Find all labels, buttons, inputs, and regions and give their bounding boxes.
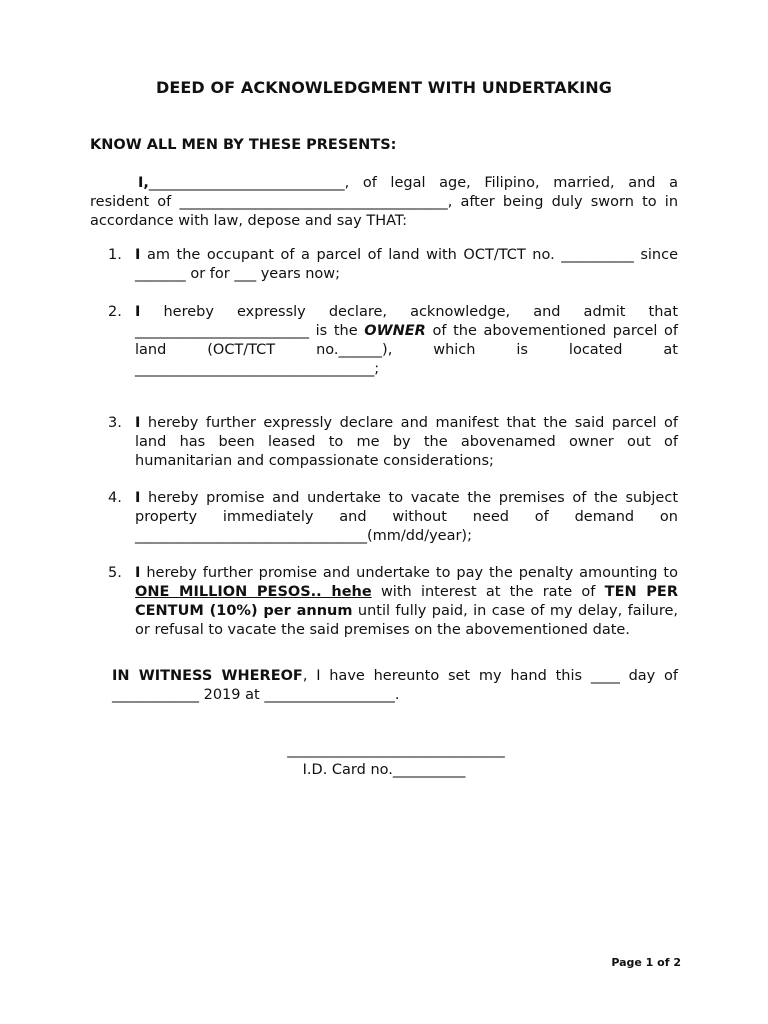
signature-line: ______________________________ xyxy=(287,742,505,758)
document-title: DEED OF ACKNOWLEDGMENT WITH UNDERTAKING xyxy=(155,78,613,97)
witness-text: , I have hereunto set my hand this xyxy=(302,668,591,684)
vacate-date-blank: ________________________________ xyxy=(135,528,367,544)
clause-number: 2. xyxy=(108,304,122,320)
place-blank: __________________ xyxy=(264,687,395,703)
clause-number: 4. xyxy=(108,490,122,506)
witness-paragraph xyxy=(112,667,678,705)
intro-paragraph xyxy=(90,174,678,231)
clause-text: hereby promise and undertake to vacate the premises of the subject property immediately and without need of demand on xyxy=(135,490,678,525)
witness-text: 2019 at xyxy=(199,687,265,703)
clause-text: since xyxy=(633,247,678,263)
witness-lead: IN WITNESS WHEREOF xyxy=(112,668,303,684)
month-blank: ____________ xyxy=(112,687,199,703)
clause-text: am the occupant of a parcel of land with OCT/TCT no. xyxy=(140,247,562,263)
clause-text: is the xyxy=(309,323,365,339)
oct-tct-no-blank: ______ xyxy=(338,342,383,358)
clause-number: 3. xyxy=(108,415,122,431)
name-blank: ___________________________ xyxy=(148,175,345,191)
intro-pronoun: I, xyxy=(138,175,149,191)
interest-rate: TEN PER CENTUM (10%) per annum xyxy=(135,584,678,619)
clause-text: or for xyxy=(185,266,235,282)
witness-text: day of xyxy=(619,668,678,684)
witness-text: . xyxy=(394,687,400,703)
clause-text: hereby further expressly declare and manifest that the said parcel of land has been leased to me by the abovenamed owner out of humanitarian and compassionate considerations; xyxy=(135,415,678,469)
clause-text: years now; xyxy=(256,266,341,282)
intro-text-1: , of legal age, Filipino, married, and a resident of xyxy=(90,175,678,210)
day-blank: ____ xyxy=(590,668,620,684)
clause-lead: I xyxy=(135,247,141,263)
clause-lead: I xyxy=(135,490,141,506)
penalty-amount: ONE MILLION PESOS.. hehe xyxy=(135,584,372,600)
clause-number: 1. xyxy=(108,247,122,263)
know-all-heading: KNOW ALL MEN BY THESE PRESENTS: xyxy=(90,137,397,153)
clause-4 xyxy=(108,489,678,546)
owner-emphasis: OWNER xyxy=(364,323,426,339)
numbered-clauses xyxy=(108,246,678,640)
clause-text: ; xyxy=(374,361,380,377)
clause-number: 5. xyxy=(108,565,122,581)
clause-lead: I xyxy=(135,415,141,431)
clause-2 xyxy=(108,303,678,379)
clause-text: of the abovementioned parcel of land (OCT/TCT no. xyxy=(135,323,679,358)
location-blank: _________________________________ xyxy=(135,361,375,377)
clause-3 xyxy=(108,414,678,471)
clause-text: hereby expressly declare, acknowledge, and admit that xyxy=(140,304,678,320)
clause-text: (mm/dd/year); xyxy=(367,528,472,544)
clause-1 xyxy=(108,246,678,284)
oct-tct-blank: __________ xyxy=(561,247,634,263)
page-number: Page 1 of 2 xyxy=(611,956,681,969)
owner-name-blank: ________________________ xyxy=(135,323,309,339)
clause-text: hereby further promise and undertake to pay the penalty amounting to xyxy=(140,565,678,581)
clause-lead: I xyxy=(135,304,141,320)
since-blank: _______ xyxy=(135,266,186,282)
clause-text: until fully paid, in case of my delay, failure, or refusal to vacate the said premises on the abovementioned date. xyxy=(135,603,679,638)
id-card-line: I.D. Card no.__________ xyxy=(302,762,466,778)
clause-text: ), which is located at xyxy=(382,342,678,358)
intro-text-2: , after being duly sworn to in accordance with law, depose and say THAT: xyxy=(90,194,679,229)
address-blank: _____________________________________ xyxy=(179,194,448,210)
clause-lead: I xyxy=(135,565,141,581)
years-blank: ___ xyxy=(234,266,257,282)
clause-text: with interest at the rate of xyxy=(371,584,605,600)
clause-5 xyxy=(108,564,678,640)
